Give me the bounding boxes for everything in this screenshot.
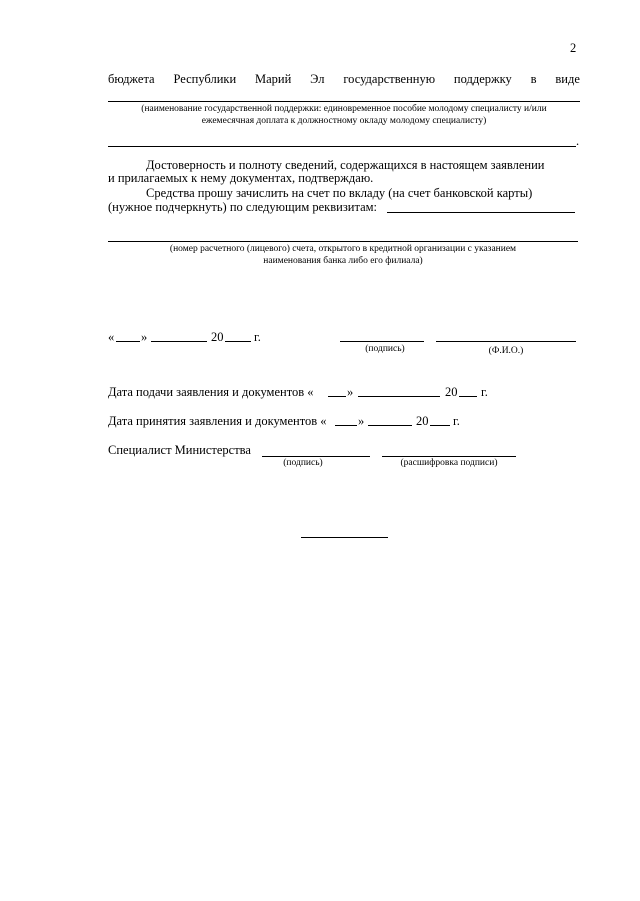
submission-year-suffix: г. (481, 385, 488, 399)
intro-word: Эл (310, 72, 325, 86)
submission-year-field[interactable] (459, 396, 477, 397)
date-year-prefix: 20 (211, 330, 224, 344)
specialist-label: Специалист Министерства (108, 443, 251, 457)
name-field[interactable] (436, 341, 576, 342)
acceptance-month-field[interactable] (368, 425, 412, 426)
date-day-field[interactable] (116, 341, 140, 342)
date-open-quote: « (108, 330, 115, 344)
acceptance-year-field[interactable] (430, 425, 450, 426)
submission-day-field[interactable] (328, 396, 346, 397)
signature-caption: (подпись) (365, 344, 405, 354)
end-separator (301, 537, 388, 538)
submission-close-quote: » (347, 385, 354, 399)
period: . (576, 134, 580, 148)
support-extra-field[interactable] (108, 146, 576, 147)
acceptance-day-field[interactable] (335, 425, 357, 426)
acceptance-year-suffix: г. (453, 414, 460, 428)
specialist-signature-caption: (подпись) (283, 458, 323, 468)
acceptance-date-label: Дата принятия заявления и документов « (108, 414, 327, 428)
support-caption-line1: (наименование государственной поддержки: единовременное пособие молодому специалисту и/или (141, 104, 547, 114)
name-caption: (Ф.И.О.) (488, 346, 524, 356)
confirm-line2: и прилагаемых к нему документах, подтверждаю. (108, 171, 374, 185)
account-caption-line1: (номер расчетного (лицевого) счета, открытого в кредитной организации с указанием (169, 244, 517, 254)
submission-month-field[interactable] (358, 396, 440, 397)
intro-word: бюджета (108, 72, 155, 86)
intro-word: в (530, 72, 537, 86)
submission-year-prefix: 20 (445, 385, 458, 399)
intro-word: виде (555, 72, 580, 86)
transfer-line2: (нужное подчеркнуть) по следующим реквизитам: (108, 200, 377, 214)
date-year-field[interactable] (225, 341, 251, 342)
support-caption-line2: ежемесячная доплата к должностному окладу молодому специалисту) (201, 116, 487, 126)
requisites-field[interactable] (387, 212, 575, 213)
intro-word: Республики (173, 72, 237, 86)
acceptance-close-quote: » (358, 414, 365, 428)
date-close-quote: » (141, 330, 148, 344)
intro-word: Марий (255, 72, 292, 86)
intro-word: поддержку (453, 72, 512, 86)
date-month-field[interactable] (151, 341, 207, 342)
account-caption-line2: наименования банка либо его филиала) (263, 256, 423, 266)
confirm-line1: Достоверность и полноту сведений, содержащихся в настоящем заявлении (146, 158, 545, 172)
account-field[interactable] (108, 241, 578, 242)
acceptance-year-prefix: 20 (416, 414, 429, 428)
transfer-line1: Средства прошу зачислить на счет по вкладу (на счет банковской карты) (146, 186, 533, 200)
page-number: 2 (570, 41, 577, 55)
intro-word: государственную (343, 72, 436, 86)
intro-line (108, 71, 580, 87)
date-year-suffix: г. (254, 330, 261, 344)
submission-date-label: Дата подачи заявления и документов « (108, 385, 314, 399)
specialist-decoding-caption: (расшифровка подписи) (400, 458, 498, 468)
signature-field[interactable] (340, 341, 424, 342)
support-type-field[interactable] (108, 101, 580, 102)
